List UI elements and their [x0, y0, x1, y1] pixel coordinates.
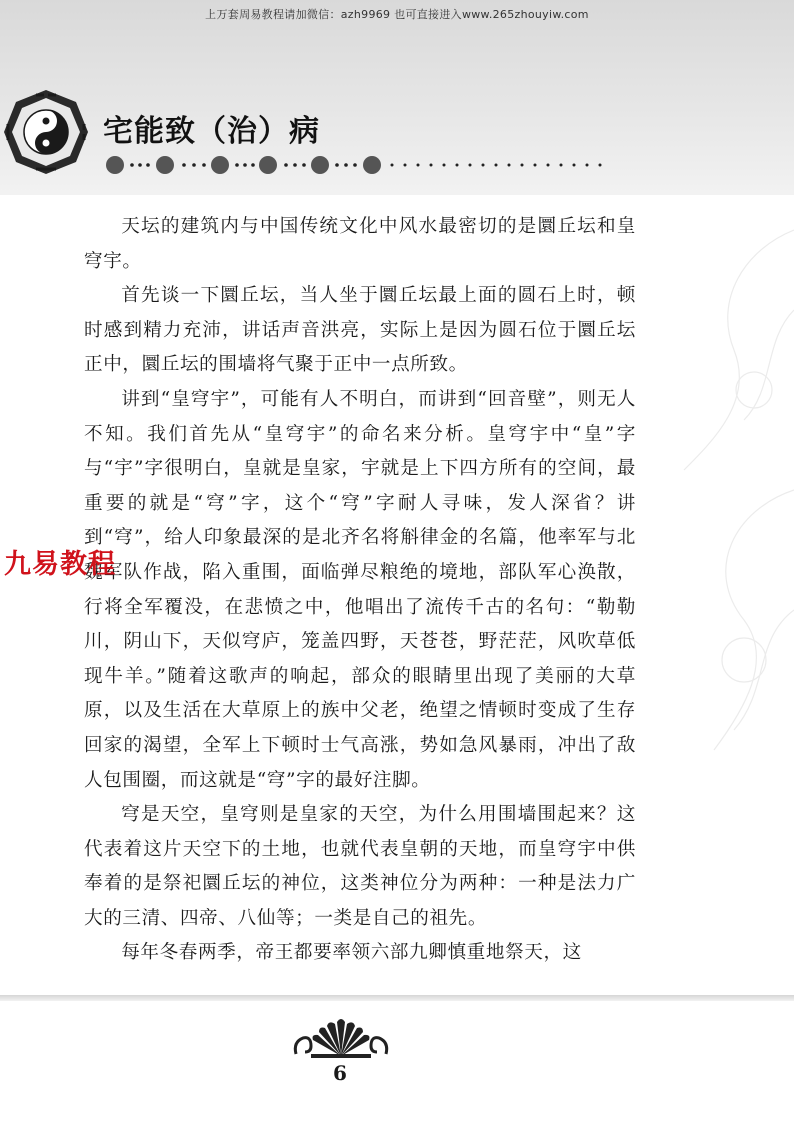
bagua-taiji-icon	[2, 88, 90, 176]
paragraph: 每年冬春两季，帝王都要率领六部九卿慎重地祭天，这	[121, 942, 582, 964]
paragraph: 首先谈一下圜丘坛，当人坐于圜丘坛最上面的圆石上时，顿时感到精力充沛，讲话声音洪亮，实际上是因为圆石位于圜丘坛正中，圜丘坛的围墙将气聚于正中一点所致。	[84, 285, 636, 376]
dotted-divider	[100, 150, 610, 180]
palmette-ornament-icon	[291, 1012, 391, 1062]
watermark-text: 上万套周易教程请加微信：azh9969 也可直接进入www.265zhouyiw.com	[205, 8, 589, 21]
paragraph: 穹是天空，皇穹则是皇家的天空，为什么用围墙围起来？这代表着这片天空下的土地，也就代表皇朝的天地，而皇穹宇中供奉着的是祭祀圜丘坛的神位，这类神位分为两种：一种是法力广大的三清、四帝、八仙等；一类是自己的祖先。	[84, 804, 636, 929]
watermark-stamp: 九易教程	[4, 549, 116, 580]
paragraph: 天坛的建筑内与中国传统文化中风水最密切的是圜丘坛和皇穹宇。	[84, 216, 636, 272]
chapter-title: 宅能致（治）病	[103, 114, 320, 149]
paragraph: 讲到“皇穹宇”，可能有人不明白，而讲到“回音壁”，则无人不知。我们首先从“皇穹宇”的命名来分析。皇穹宇中“皇”字与“宇”字很明白，皇就是皇家，宇就是上下四方所有的空间，最重要的就是“穹”字，这个“穹”字耐人寻味，发人深省？讲到“穹”，给人印象最深的是北齐名将斛律金的名篇，他率军与北魏军队作战，陷入重围，面临弹尽粮绝的境地，部队军心涣散，行将全军覆没，在悲愤之中，他唱出了流传千古的名句：“勒勒川，阴山下，天似穹庐，笼盖四野，天苍苍，野茫茫，风吹草低现牛羊。”随着这歌声的响起，部众的眼睛里出现了美丽的大草原，以及生活在大草原上的族中父老，绝望之情顿时变成了生存回家的渴望，全军上下顿时士气高涨，势如急风暴雨，冲出了敌人包围圈，而这就是“穹”字的最好注脚。	[84, 388, 636, 791]
page-number: 6	[333, 1061, 347, 1085]
footer-divider	[0, 995, 794, 1001]
body-text	[84, 210, 636, 971]
